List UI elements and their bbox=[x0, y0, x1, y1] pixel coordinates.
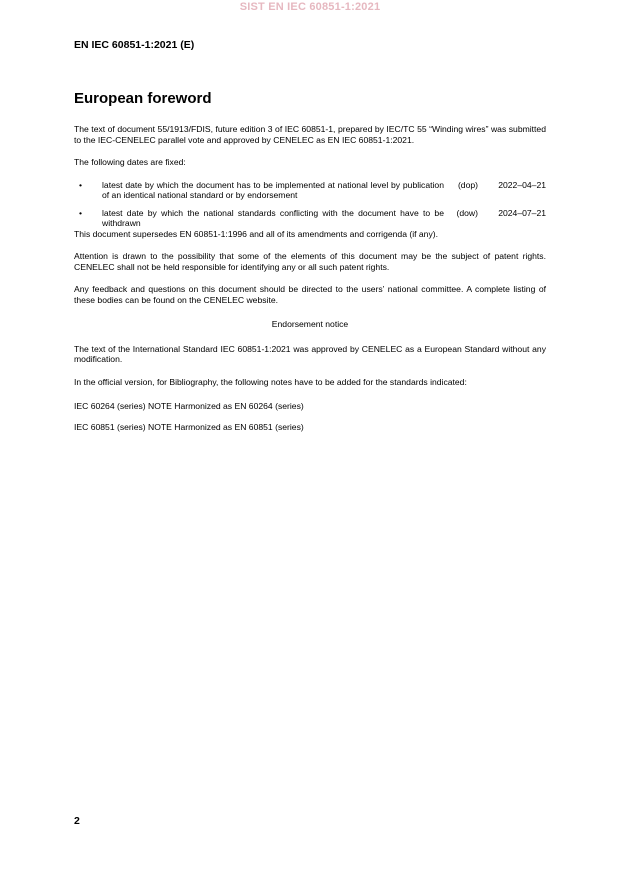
endorsement-paragraph: The text of the International Standard IEC 60851-1:2021 was approved by CENELEC as a European Standard without any modification. bbox=[74, 343, 546, 364]
bullet-abbreviation: (dop) bbox=[457, 179, 478, 190]
bullet-date: 2022–04–21 bbox=[498, 179, 546, 190]
bullet-icon: • bbox=[79, 179, 83, 190]
dates-fixed-paragraph: The following dates are fixed: bbox=[74, 157, 186, 167]
bibliography-note: IEC 60851 (series) NOTE Harmonized as EN 60851 (series) bbox=[74, 421, 304, 432]
bullet-date: 2024–07–21 bbox=[498, 207, 546, 218]
attention-paragraph: Attention is drawn to the possibility that some of the elements of this document may be the subject of patent rights. CENELEC shall not be held responsible for identifying any or all such patent rights. bbox=[74, 251, 546, 272]
bullet-icon: • bbox=[79, 207, 83, 218]
bibliography-note: IEC 60264 (series) NOTE Harmonized as EN 60264 (series) bbox=[74, 401, 304, 411]
bullet-text: latest date by which the national standards conflicting with the document have to be withdrawn bbox=[102, 207, 444, 228]
document-id-header: EN IEC 60851-1:2021 (E) bbox=[74, 39, 195, 51]
feedback-paragraph: Any feedback and questions on this document should be directed to the users’ national committee. A complete listing of these bodies can be found on the CENELEC website. bbox=[74, 284, 546, 305]
watermark: SIST EN IEC 60851-1:2021 bbox=[239, 1, 381, 13]
intro-paragraph: The text of document 55/1913/FDIS, future edition 3 of IEC 60851-1, prepared by IEC/TC 55 “Winding wires” was submitted to the IEC-CENELEC parallel vote and approved by CENELEC as EN IEC 60851-1:2021. bbox=[74, 124, 546, 145]
bullet-text: latest date by which the document has to be implemented at national level by publication of an identical national standard or by endorsement bbox=[102, 179, 444, 200]
page-title: European foreword bbox=[74, 90, 212, 107]
list-item bbox=[74, 180, 546, 201]
bibliography-paragraph: In the official version, for Bibliography, the following notes have to be added for the standards indicated: bbox=[74, 376, 467, 387]
supersedes-paragraph: This document supersedes EN 60851-1:1996 and all of its amendments and corrigenda (if any). bbox=[74, 228, 439, 239]
list-item bbox=[74, 208, 546, 229]
bullet-abbreviation: (dow) bbox=[456, 207, 478, 218]
foreword-body bbox=[74, 124, 546, 432]
page-number: 2 bbox=[74, 815, 80, 827]
endorsement-heading: Endorsement notice bbox=[271, 319, 349, 329]
dates-list bbox=[74, 180, 546, 229]
